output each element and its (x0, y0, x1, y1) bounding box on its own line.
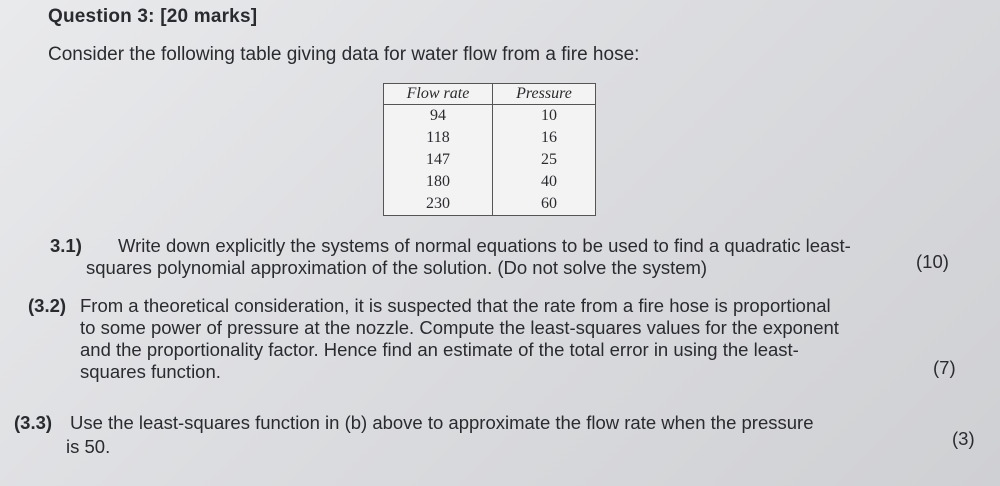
marks-label: (3) (952, 428, 975, 449)
question-line: is 50. (66, 436, 111, 457)
question-line: Write down explicitly the systems of normal equations to be used to find a quadratic least- (118, 235, 851, 256)
question-number: (3.2) (28, 295, 67, 316)
pressure-cell: 16 (493, 127, 596, 149)
pressure-cell: 25 (493, 149, 596, 171)
question-line: squares function. (80, 361, 221, 382)
flow-rate-cell: 230 (384, 193, 493, 216)
question-line: From a theoretical consideration, it is suspected that the rate from a fire hose is proportional (80, 295, 831, 316)
header-flow-rate: Flow rate (384, 84, 493, 105)
question-3-2 (28, 295, 973, 390)
header-pressure: Pressure (493, 84, 596, 105)
pressure-cell: 60 (493, 193, 596, 216)
pressure-cell: 40 (493, 171, 596, 193)
table-row (384, 193, 596, 216)
marks-label: (10) (916, 251, 949, 272)
flow-rate-cell: 94 (384, 105, 493, 128)
table-row (384, 127, 596, 149)
flow-rate-cell: 180 (384, 171, 493, 193)
question-line: Use the least-squares function in (b) above to approximate the flow rate when the pressure (70, 412, 814, 433)
table-row (384, 171, 596, 193)
question-3-1 (50, 235, 970, 285)
question-3-3 (14, 412, 980, 462)
question-intro: Consider the following table giving data for water flow from a fire hose: (48, 44, 640, 65)
question-number: (3.3) (14, 412, 53, 433)
table-row (384, 149, 596, 171)
flow-rate-cell: 118 (384, 127, 493, 149)
flow-pressure-table (383, 83, 596, 216)
marks-label: (7) (933, 357, 956, 378)
table-header-row (384, 84, 596, 105)
question-heading: Question 3: [20 marks] (48, 6, 258, 27)
question-line: squares polynomial approximation of the solution. (Do not solve the system) (86, 257, 708, 278)
question-line: to some power of pressure at the nozzle. Compute the least-squares values for the exponent (80, 317, 839, 338)
question-number: 3.1) (50, 235, 82, 256)
pressure-cell: 10 (493, 105, 596, 128)
table-row (384, 105, 596, 128)
flow-rate-cell: 147 (384, 149, 493, 171)
question-line: and the proportionality factor. Hence find an estimate of the total error in using the least- (80, 339, 799, 360)
